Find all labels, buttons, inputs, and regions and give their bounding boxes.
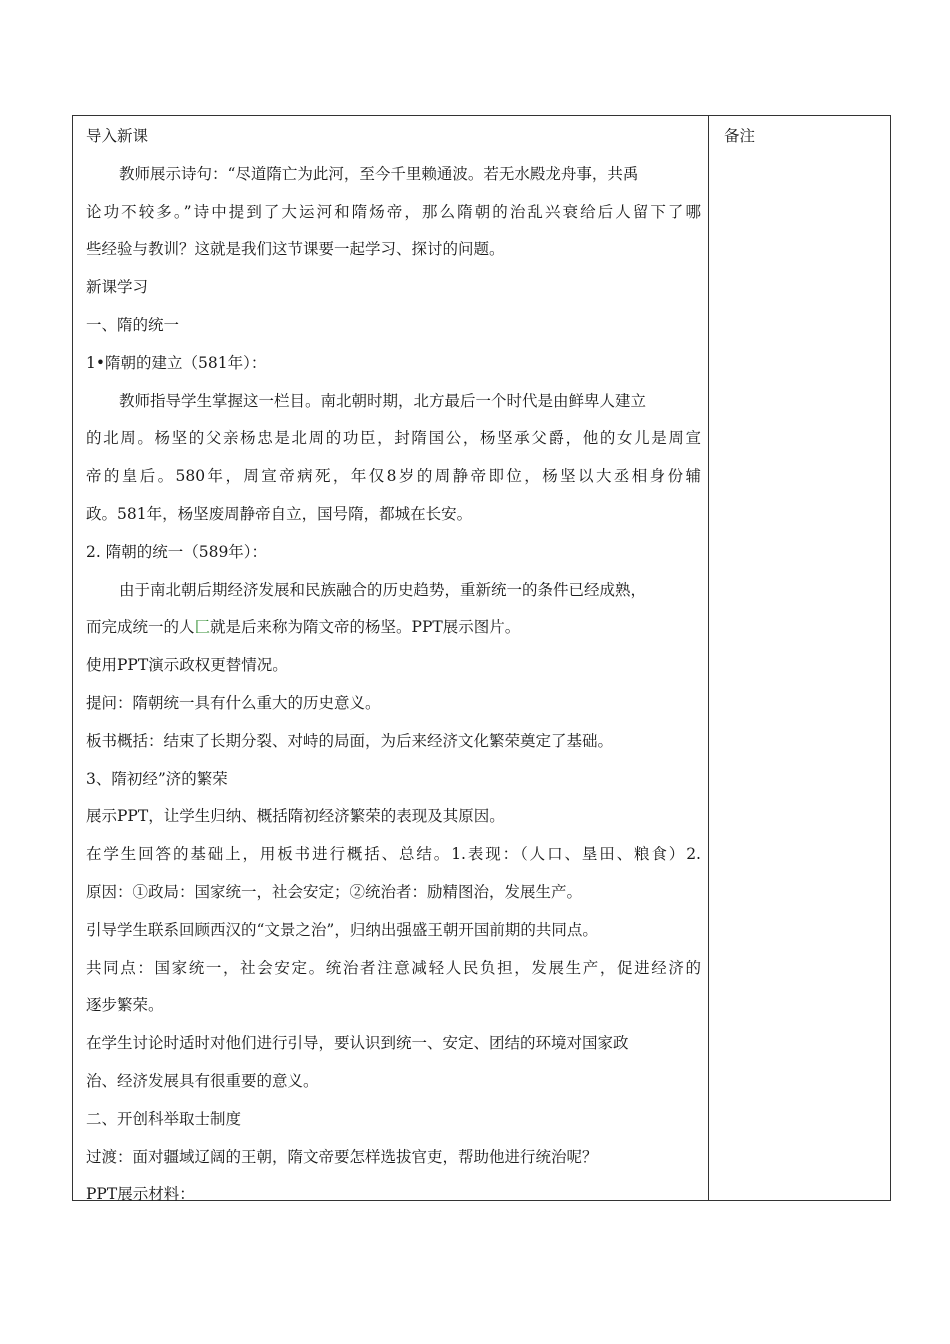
text-segment: 就是后来称为隋文帝的杨坚。PPT展示图片。 (210, 618, 521, 636)
section-heading: 一、隋的统一 (86, 316, 180, 334)
paragraph-line (86, 616, 701, 638)
paragraph-line: 些经验与教训？这就是我们这节课要一起学习、探讨的问题。 (86, 240, 505, 258)
subsection-heading: 3、隋初经”济的繁荣 (86, 770, 228, 788)
paragraph-line: 在学生回答的基础上，用板书进行概括、总结。1.表现：（人口、垦田、粮食）2. (86, 845, 701, 863)
paragraph-line: 使用PPT演示政权更替情况。 (86, 656, 288, 674)
paragraph-line: 教师指导学生掌握这一栏目。南北朝时期，北方最后一个时代是由鲜卑人建立 (119, 392, 647, 410)
subsection-heading: 2. 隋朝的统一（589年）： (86, 543, 268, 561)
paragraph-line: 引导学生联系回顾西汉的“文景之治”，归纳出强盛王朝开国前期的共同点。 (86, 921, 598, 939)
paragraph-line: PPT展示材料： (86, 1185, 195, 1203)
section-heading: 二、开创科举取士制度 (86, 1110, 242, 1128)
paragraph-line: 共同点：国家统一，社会安定。统治者注意减轻人民负担，发展生产，促进经济的 (86, 959, 701, 977)
paragraph-line: 治、经济发展具有很重要的意义。 (86, 1072, 319, 1090)
paragraph-line: 的北周。杨坚的父亲杨忠是北周的功臣，封隋国公，杨坚承父爵，他的女儿是周宣 (86, 429, 701, 447)
remarks-title: 备注 (724, 127, 756, 145)
paragraph-line: 原因：①政局：国家统一，社会安定；②统治者：励精图治，发展生产。 (86, 883, 583, 901)
paragraph-line: 论功不较多。”诗中提到了大运河和隋炀帝，那么隋朝的治乱兴衰给后人留下了哪 (86, 203, 701, 221)
remarks-cell (709, 116, 890, 1200)
section-heading-intro: 导入新课 (86, 127, 149, 145)
paragraph-line: 教师展示诗句：“尽道隋亡为此河，至今千里赖通波。若无水殿龙舟事，共禹 (119, 165, 639, 183)
paragraph-line: 在学生讨论时适时对他们进行引导，要认识到统一、安定、团结的环境对国家政 (86, 1034, 629, 1052)
paragraph-line: 帝的皇后。580年，周宣帝病死，年仅8岁的周静帝即位，杨坚以大丞相身份辅 (86, 467, 701, 485)
lesson-content-cell (73, 116, 709, 1203)
paragraph-line: 板书概括：结束了长期分裂、对峙的局面，为后来经济文化繁荣奠定了基础。 (86, 732, 614, 750)
lesson-table (72, 115, 891, 1201)
paragraph-line: 展示PPT，让学生归纳、概括隋初经济繁荣的表现及其原因。 (86, 807, 505, 825)
paragraph-line: 政。581年，杨坚废周静帝自立，国号隋，都城在长安。 (86, 505, 473, 523)
paragraph-line: 过渡：面对疆域辽阔的王朝，隋文帝要怎样选拔官吏，帮助他进行统治呢？ (86, 1148, 598, 1166)
paragraph-line: 由于南北朝后期经济发展和民族融合的历史趋势，重新统一的条件已经成熟， (119, 581, 647, 599)
paragraph-line: 逐步繁荣。 (86, 996, 164, 1014)
paragraph-line: 提问：隋朝统一具有什么重大的历史意义。 (86, 694, 381, 712)
subsection-heading: 1•隋朝的建立（581年）： (86, 354, 267, 372)
green-mark-glyph: 匚 (194, 618, 211, 636)
text-segment: 而完成统一的人 (86, 618, 195, 636)
section-heading-new-lesson: 新课学习 (86, 278, 149, 296)
